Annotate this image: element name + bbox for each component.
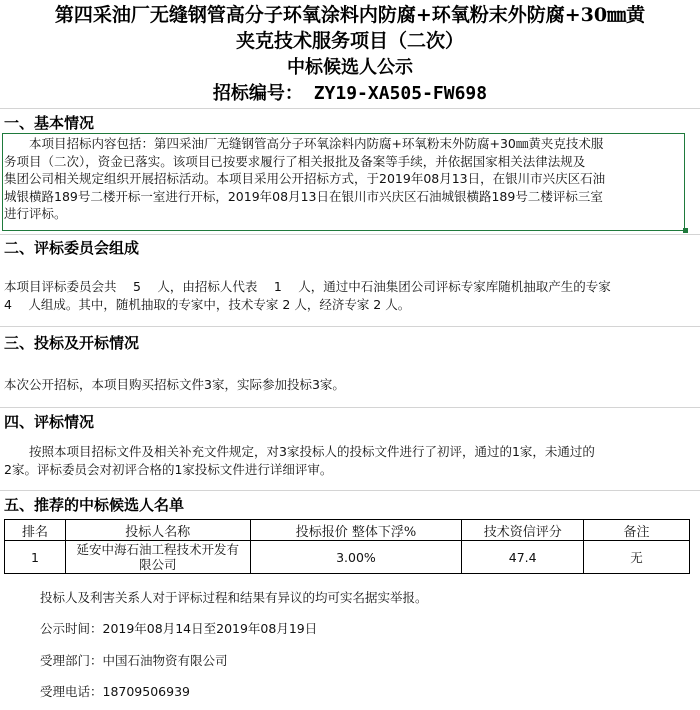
accepting-department[interactable]: 受理部门：中国石油物资有限公司 xyxy=(40,653,228,668)
tender-number: 招标编号： ZY19-XA505-FW698 xyxy=(212,83,488,104)
section-heading-basic-info: 一、基本情况 xyxy=(4,114,95,132)
section-heading-bidding: 三、投标及开标情况 xyxy=(4,334,140,352)
text-line: 集团公司相关规定组织开展招标活动。本项目采用公开招标方式，于2019年08月13日，在银川市兴庆区石油 xyxy=(4,171,606,186)
text-line: 2家。评标委员会对初评合格的1家投标文件进行详细评审。 xyxy=(4,461,333,477)
column-header-rank: 排名 xyxy=(5,520,66,541)
table-row xyxy=(5,541,690,574)
cell-remark[interactable]: 无 xyxy=(584,541,690,574)
divider xyxy=(0,407,700,408)
bidder-name-line: 延安中海石油工程技术开发有 xyxy=(76,542,240,557)
page-title-line-2: 夹克技术服务项目（二次） xyxy=(235,30,464,52)
section-body-committee[interactable] xyxy=(4,278,686,313)
cell-bidder-name[interactable] xyxy=(65,541,250,574)
cell-score[interactable]: 47.4 xyxy=(462,541,584,574)
text-line: 本项目招标内容包括：第四采油厂无缝钢管高分子环氧涂料内防腐+环氧粉末外防腐+30㎜黄夹克技术服 xyxy=(4,136,604,151)
bidder-name-line: 限公司 xyxy=(139,557,177,572)
divider xyxy=(0,326,700,327)
text-line: 务项目（二次），资金已落实。该项目已按要求履行了相关报批及备案等手续，并依据国家相关法律法规及 xyxy=(4,153,586,169)
section-heading-candidates: 五、推荐的中标候选人名单 xyxy=(4,496,185,514)
column-header-score: 技术资信评分 xyxy=(462,520,584,541)
text-line: 本次公开招标，本项目购买招标文件3家，实际参加投标3家。 xyxy=(4,377,345,392)
section-body-basic-info[interactable] xyxy=(4,135,686,223)
column-header-price: 投标报价 整体下浮% xyxy=(250,520,462,541)
candidate-table xyxy=(4,519,690,574)
table-header-row xyxy=(5,520,690,541)
section-body-evaluation[interactable] xyxy=(4,443,686,478)
page-title-line-1: 第四采油厂无缝钢管高分子环氧涂料内防腐+环氧粉末外防腐+30㎜黄 xyxy=(54,4,646,26)
text-line: 本项目评标委员会共 5 人，由招标人代表 1 人，通过中石油集团公司评标专家库随机抽取产生的专家 xyxy=(4,279,611,294)
text-line: 按照本项目招标文件及相关补充文件规定，对3家投标人的投标文件进行了初评，通过的1家，未通过的 xyxy=(4,444,595,459)
divider xyxy=(0,234,700,235)
column-header-bidder: 投标人名称 xyxy=(65,520,250,541)
section-heading-evaluation: 四、评标情况 xyxy=(4,413,95,431)
text-line: 进行评标。 xyxy=(4,206,67,221)
text-line: 4 人组成。其中，随机抽取的专家中，技术专家 2 人，经济专家 2 人。 xyxy=(4,296,411,312)
page-subtitle: 中标候选人公示 xyxy=(287,57,413,78)
objection-note[interactable]: 投标人及利害关系人对于评标过程和结果有异议的均可实名据实举报。 xyxy=(40,590,428,605)
text-line: 城银横路189号二楼开标一室进行开标，2019年08月13日在银川市兴庆区石油城银横路189号二楼评标三室 xyxy=(4,188,603,204)
divider xyxy=(0,490,700,491)
cell-price[interactable]: 3.00% xyxy=(250,541,462,574)
divider xyxy=(0,108,700,109)
cell-rank[interactable]: 1 xyxy=(5,541,66,574)
cell-fill-handle[interactable] xyxy=(683,228,688,233)
column-header-remark: 备注 xyxy=(584,520,690,541)
section-body-bidding[interactable] xyxy=(4,376,686,394)
publicity-period[interactable]: 公示时间：2019年08月14日至2019年08月19日 xyxy=(40,621,318,636)
section-heading-committee: 二、评标委员会组成 xyxy=(4,239,140,257)
contact-phone[interactable]: 受理电话：18709506939 xyxy=(40,684,190,699)
